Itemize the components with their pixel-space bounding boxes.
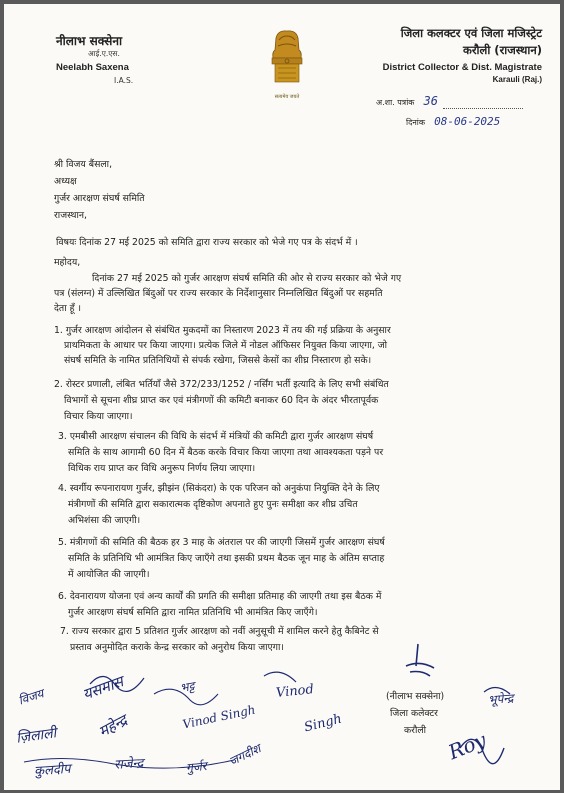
office-title-english: District Collector & Dist. Magistrate [382, 62, 542, 73]
point-line: में आयोजित की जाएगी। [68, 569, 150, 580]
point-line: 4. स्वर्गीय रूपनारायण गुर्जर, झीझंन (सिकंदरा) के एक परिजन को अनुकंपा नियुक्ति देने के लिए [58, 483, 380, 494]
point-line: 7. राज्य सरकार द्वारा 5 प्रतिशत गुर्जर आरक्षण को नवीं अनुसूची में शामिल करने हेतु कैबिनेट से [60, 626, 379, 637]
lion-capital-icon [266, 28, 308, 92]
signature: Singh [302, 711, 344, 736]
intro-line: पत्र (संलग्न) में उल्लिखित बिंदुओं पर राज्य सरकार के निर्देशानुसार निम्नलिखित बिंदुओं पर सहमति [54, 288, 383, 299]
signature: भट्ट [178, 678, 196, 696]
point-line: विधिक राय प्राप्त कर विधि अनुरूप निर्णय लिया जाएगा। [68, 463, 256, 474]
signature: Vinod [275, 682, 315, 701]
point-line: संघर्ष समिति के नामित प्रतिनिधियों से संपर्क रखेगा, जिससे केसों का शीघ्र निस्तारण हो सके। [64, 355, 372, 366]
point-line: विचार किया जाएगा। [64, 411, 133, 422]
reference-number: 36 [423, 94, 438, 108]
point-line: समिति के प्रतिनिधि भी आमंत्रित किए जाएँगे तथा इसकी प्रथम बैठक जून माह के अंतिम सप्ताह [68, 553, 385, 564]
office-location-english: Karauli (Raj.) [492, 75, 542, 84]
intro-line: देता हूँ । [54, 303, 82, 314]
signature: महेन्द्र [95, 711, 131, 741]
signature: Roy [444, 727, 490, 765]
salutation: महोदय, [54, 257, 81, 268]
point-line: 1. गुर्जर आरक्षण आंदोलन से संबंधित मुकदमों का निस्तारण 2023 में तय की गई प्रक्रिया के अनुसार [54, 325, 391, 336]
office-title-hindi: जिला कलक्टर एवं जिला मजिस्ट्रेट [400, 26, 542, 40]
point-line: गुर्जर आरक्षण संघर्ष समिति द्वारा नामित प्रतिनिधि भी आमंत्रित किए जाएँगे। [68, 607, 318, 618]
intro-line: दिनांक 27 मई 2025 को गुर्जर आरक्षण संघर्ष समिति की ओर से राज्य सरकार को भेजे गए [92, 273, 402, 284]
signature-scribbles [4, 664, 560, 790]
officer-name-english: Neelabh Saxena [56, 62, 129, 73]
date-value: 08-06-2025 [434, 115, 501, 128]
signature: Vinod Singh [181, 702, 257, 732]
emblem-caption: सत्यमेव जयते [274, 94, 300, 100]
national-emblem [266, 28, 308, 100]
addressee-designation: अध्यक्ष [54, 176, 77, 187]
point-line: समिति के साथ आगामी 60 दिन में बैठक करके विचार किया जाएगा तथा आवश्यकता पड़ने पर [68, 447, 384, 458]
point-line: 3. एमबीसी आरक्षण संचालन की विधि के संदर्भ में मंत्रियों की कमिटी द्वारा गुर्जर आरक्षण संघर्ष [58, 431, 374, 442]
signature: राजेन्द्र [113, 756, 144, 773]
subject-line: विषयः दिनांक 27 मई 2025 को समिति द्वारा राज्य सरकार को भेजे गए पत्र के संदर्भ में । [56, 237, 358, 248]
officer-service-hindi: आई.ए.एस. [88, 49, 120, 58]
signature: विजय [16, 686, 46, 708]
addressee-name: श्री विजय बैंसला, [54, 159, 113, 170]
point-line: प्रस्ताव अनुमोदित कराके केन्द्र सरकार को अनुरोध किया जाएगा। [70, 642, 284, 653]
point-line: 6. देवनारायण योजना एवं अन्य कार्यों की प्रगति की समीक्षा प्रतिमाह की जाएगी तथा इस बैठक में [58, 591, 382, 602]
signatory-name: (नीलाभ सक्सेना) [386, 691, 445, 702]
signature: भूपेन्द्र [487, 691, 514, 707]
signatory-place: करौली [404, 725, 427, 736]
reference-row [376, 90, 523, 109]
officer-name-hindi: नीलाभ सक्सेना [56, 34, 123, 48]
signature: गुर्जर [185, 758, 208, 776]
signature: कुलदीप [33, 761, 72, 780]
point-line: 5. मंत्रीगणों की समिति की बैठक हर 3 माह के अंतराल पर की जाएगी जिसमें गुर्जर आरक्षण संघर्ष [58, 537, 385, 548]
date-row [406, 110, 500, 129]
officer-block [56, 32, 133, 85]
officer-service-english: I.A.S. [114, 76, 134, 85]
point-line: विभागों से सूचना शीघ्र प्राप्त कर एवं मंत्रीगणों की कमिटी बनाकर 60 दिन के अंदर भीरतापूर्वक [64, 395, 379, 406]
signature: ज़िलाली [15, 725, 58, 747]
date-label: दिनांक [406, 118, 425, 127]
reference-label: अ.शा. पत्रांक [376, 98, 415, 107]
addressee-place: राजस्थान, [54, 210, 88, 221]
point-line: अभिशंसा की जाएगी। [68, 515, 141, 526]
signature: यसमास [80, 672, 126, 704]
point-line: 2. रोस्टर प्रणाली, लंबित भर्तियाँ जैसे 372/233/1252 / नर्सिंग भर्ती इत्यादि के लिए सभी संबंधित [54, 379, 389, 390]
letter-page [4, 4, 560, 790]
office-title-block [346, 26, 542, 84]
point-line: प्राथमिकता के आधार पर किया जाएगा। प्रत्येक जिले में नोडल ऑफिसर नियुक्त किया जाएगा, जो [64, 340, 388, 351]
signatory-designation: जिला कलेक्टर [390, 708, 438, 719]
addressee-organisation: गुर्जर आरक्षण संघर्ष समिति [54, 193, 145, 204]
addressee-block [54, 157, 145, 223]
signature: जगदीश [226, 741, 263, 769]
office-location-hindi: करौली (राजस्थान) [463, 43, 542, 57]
point-line: मंत्रीगणों की समिति द्वारा सकारात्मक दृष्टिकोण अपनाते हुए पुनः समीक्षा कर शीघ्र उचित [68, 499, 358, 510]
